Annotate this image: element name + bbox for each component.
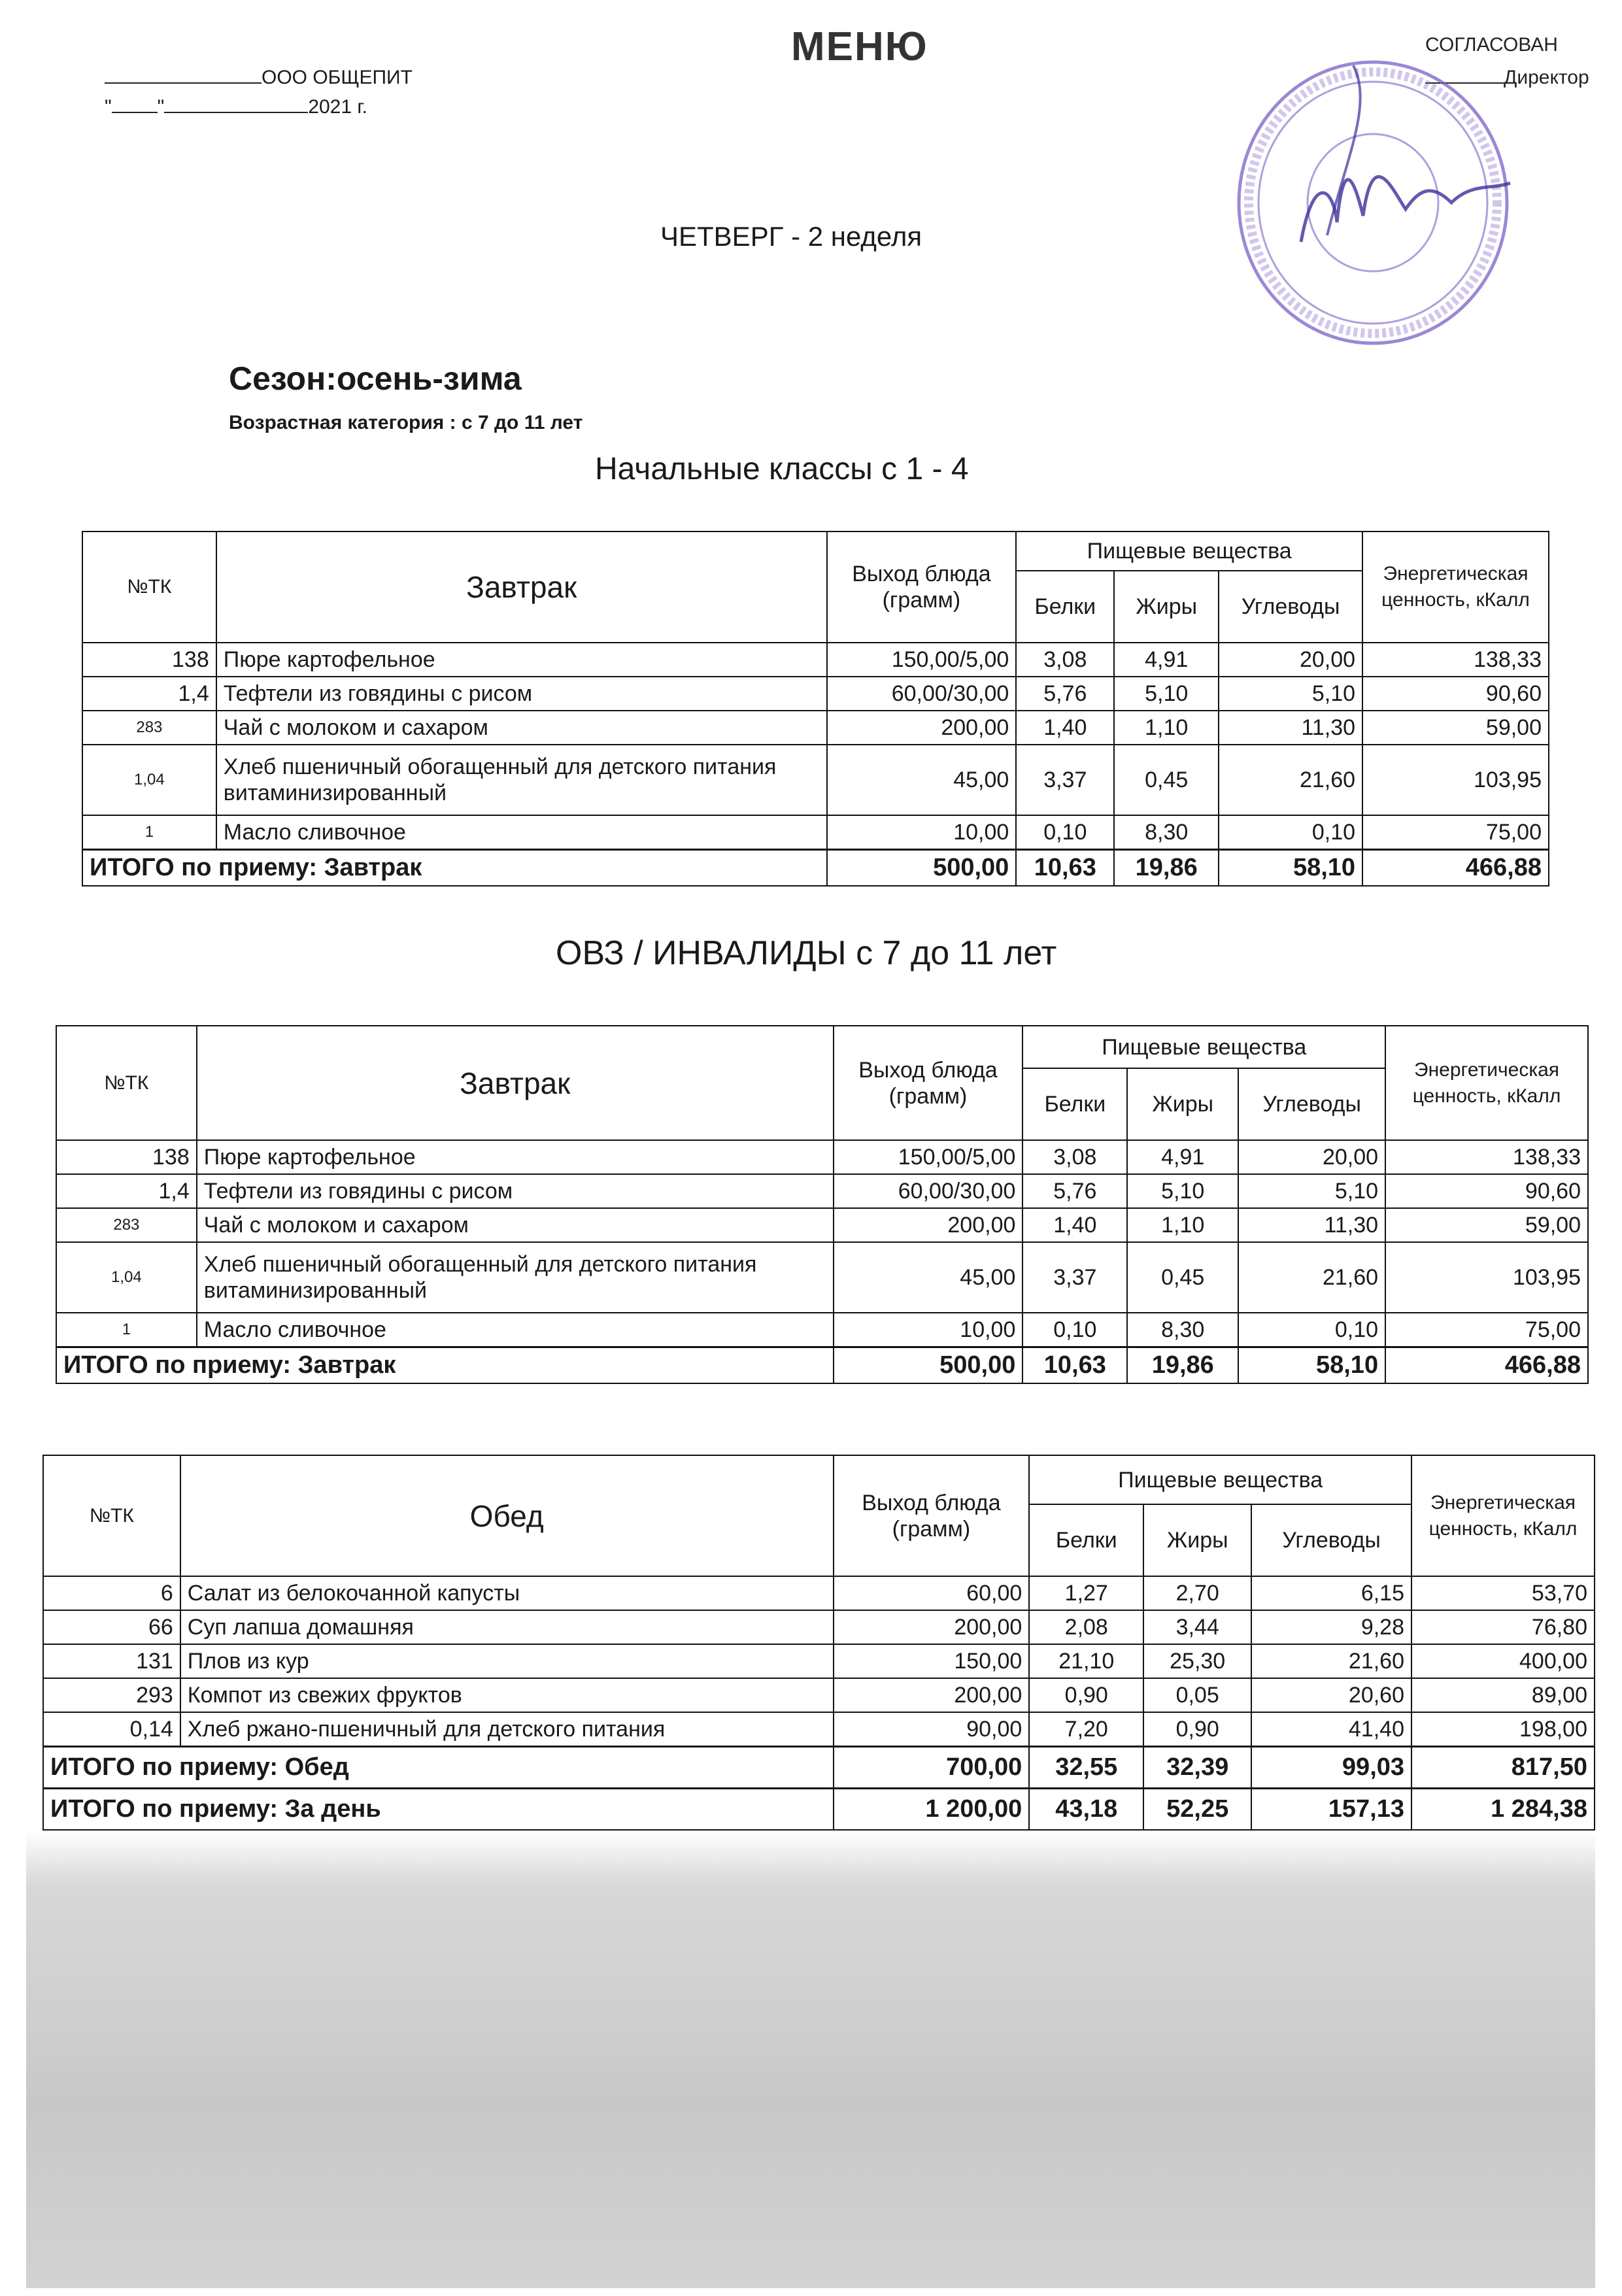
col-tk: №ТК [56, 1026, 197, 1140]
col-nutrients: Пищевые вещества [1029, 1455, 1411, 1504]
section-title-primary: Начальные классы с 1 - 4 [595, 452, 969, 486]
col-carbs: Углеводы [1251, 1504, 1411, 1576]
table-row: 0,14 Хлеб ржано-пшеничный для детского питания 90,00 7,20 0,90 41,40 198,00 [43, 1712, 1595, 1746]
meal-title: Завтрак [216, 532, 827, 643]
lunch-table [42, 1455, 1595, 1831]
col-carbs: Углеводы [1219, 571, 1362, 643]
org-name: ООО ОБЩЕПИТ [262, 67, 413, 88]
meal-title: Обед [180, 1455, 834, 1576]
breakfast-table-special [56, 1025, 1589, 1384]
school-stamp [1223, 26, 1530, 373]
col-fat: Жиры [1143, 1504, 1251, 1576]
col-energy: Энергетическая ценность, кКалл [1362, 532, 1549, 643]
col-energy: Энергетическая ценность, кКалл [1411, 1455, 1595, 1576]
table-row: 283 Чай с молоком и сахаром 200,00 1,40 1,10 11,30 59,00 [82, 711, 1549, 745]
season-label: Сезон:осень-зима [229, 360, 522, 397]
col-protein: Белки [1029, 1504, 1143, 1576]
day-total-row: ИТОГО по приему: За день 1 200,00 43,18 52,25 157,13 1 284,38 [43, 1788, 1595, 1830]
col-protein: Белки [1022, 1068, 1127, 1140]
col-carbs: Углеводы [1238, 1068, 1385, 1140]
col-output: Выход блюда (грамм) [827, 532, 1017, 643]
col-tk: №ТК [43, 1455, 180, 1576]
menu-title: МЕНЮ [791, 24, 928, 69]
meal-title: Завтрак [197, 1026, 834, 1140]
table-row: 283 Чай с молоком и сахаром 200,00 1,40 1,10 11,30 59,00 [56, 1208, 1588, 1242]
col-energy: Энергетическая ценность, кКалл [1385, 1026, 1588, 1140]
day-title: ЧЕТВЕРГ - 2 неделя [660, 221, 922, 252]
table-row: 138 Пюре картофельное 150,00/5,00 3,08 4,91 20,00 138,33 [56, 1140, 1588, 1174]
total-row: ИТОГО по приему: Завтрак 500,00 10,63 19,86 58,10 466,88 [56, 1347, 1588, 1383]
table-row: 293 Компот из свежих фруктов 200,00 0,90 0,05 20,60 89,00 [43, 1678, 1595, 1712]
year-text: 2021 г. [308, 96, 368, 118]
col-protein: Белки [1016, 571, 1114, 643]
table-row: 6 Салат из белокочанной капусты 60,00 1,27 2,70 6,15 53,70 [43, 1576, 1595, 1610]
col-nutrients: Пищевые вещества [1016, 532, 1362, 571]
table-row: 131 Плов из кур 150,00 21,10 25,30 21,60 400,00 [43, 1644, 1595, 1678]
scan-shadow [26, 1831, 1595, 2288]
table-row: 1,4 Тефтели из говядины с рисом 60,00/30,00 5,76 5,10 5,10 90,60 [82, 677, 1549, 711]
table-row: 138 Пюре картофельное 150,00/5,00 3,08 4,91 20,00 138,33 [82, 643, 1549, 677]
col-nutrients: Пищевые вещества [1022, 1026, 1385, 1068]
table-row: 66 Суп лапша домашняя 200,00 2,08 3,44 9,28 76,80 [43, 1610, 1595, 1644]
approve-word: СОГЛАСОВАН [1425, 34, 1558, 56]
table-row: 1,04 Хлеб пшеничный обогащенный для детского питания витаминизированный 45,00 3,37 0,45 21,60 103,95 [56, 1242, 1588, 1313]
age-category: Возрастная категория : с 7 до 11 лет [229, 412, 583, 433]
col-fat: Жиры [1127, 1068, 1238, 1140]
table-row: 1 Масло сливочное 10,00 0,10 8,30 0,10 75,00 [82, 815, 1549, 849]
approval-block-left: ООО ОБЩЕПИТ " " 2021 г. [105, 63, 413, 122]
table-row: 1 Масло сливочное 10,00 0,10 8,30 0,10 75,00 [56, 1313, 1588, 1347]
table-row: 1,04 Хлеб пшеничный обогащенный для детского питания витаминизированный 45,00 3,37 0,45 21,60 103,95 [82, 745, 1549, 815]
director-word: Директор [1504, 67, 1589, 88]
col-output: Выход блюда (грамм) [834, 1455, 1030, 1576]
col-tk: №ТК [82, 532, 216, 643]
breakfast-table-primary [82, 531, 1549, 886]
col-fat: Жиры [1114, 571, 1219, 643]
total-row: ИТОГО по приему: Завтрак 500,00 10,63 19,86 58,10 466,88 [82, 849, 1549, 886]
table-row: 1,4 Тефтели из говядины с рисом 60,00/30,00 5,76 5,10 5,10 90,60 [56, 1174, 1588, 1208]
col-output: Выход блюда (грамм) [834, 1026, 1023, 1140]
total-row: ИТОГО по приему: Обед 700,00 32,55 32,39 99,03 817,50 [43, 1746, 1595, 1788]
section-title-special: ОВЗ / ИНВАЛИДЫ с 7 до 11 лет [556, 934, 1057, 972]
